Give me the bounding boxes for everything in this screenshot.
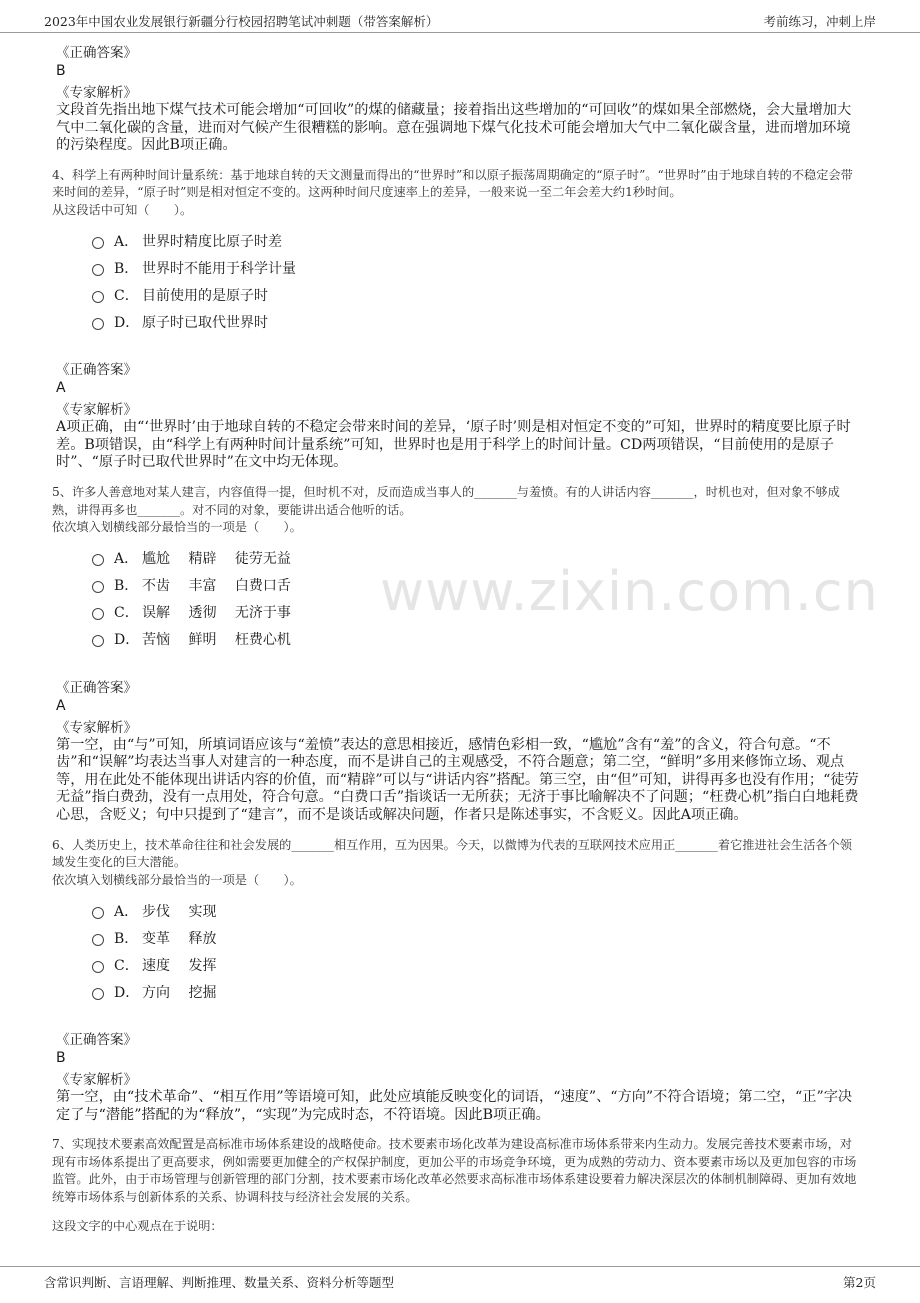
radio-icon[interactable] (92, 264, 104, 276)
correct-answer-label: 《正确答案》 (56, 362, 137, 379)
correct-answer-value: B (56, 1050, 66, 1067)
correct-answer-label: 《正确答案》 (56, 45, 137, 61)
header-slogan: 考前练习，冲刺上岸 (763, 14, 876, 29)
watermark: www.zixin.com.cn (380, 560, 879, 623)
correct-answer-value: B (56, 63, 66, 79)
question-stem: 6、人类历史上，技术革命往往和社会发展的_______相互作用，互为因果。今天，以微博为代表的互联网技术应用正_______着它推进社会生活各个领域发生变化的巨大潜能。 (52, 837, 852, 870)
question-prompt: 依次填入划横线部分最恰当的一项是（ ）。 (52, 872, 302, 887)
expert-analysis-text: A项正确，由“‘世界时’由于地球自转的不稳定会带来时间的差异，‘原子时’则是相对恒定不变的”可知，世界时的精度要比原子时差。B项错误，由“科学上有两种时间计量系统”可知，世界时也是用于科学上的时间计量。CD两项错误，“目前使用的是原子时”、“原子时已取代世界时”在文中均无体现。 (56, 419, 851, 471)
correct-answer-label: 《正确答案》 (56, 1032, 137, 1049)
radio-icon[interactable] (92, 988, 104, 1000)
radio-icon[interactable] (92, 608, 104, 620)
correct-answer-value: A (56, 380, 66, 397)
option-d[interactable]: D． 方向 挖掘 (92, 978, 864, 1005)
radio-icon[interactable] (92, 635, 104, 647)
question-6 (52, 837, 864, 1125)
radio-icon[interactable] (92, 934, 104, 946)
option-c[interactable]: C． 速度 发挥 (92, 951, 864, 978)
correct-answer-label: 《正确答案》 (56, 679, 137, 696)
expert-analysis-label: 《专家解析》 (56, 1072, 137, 1089)
expert-analysis-label: 《专家解析》 (56, 402, 137, 419)
option-list (92, 545, 864, 653)
expert-analysis-text: 文段首先指出地下煤气技术可能会增加“可回收”的煤的储藏量；接着指出这些增加的“可回收”的煤如果全部燃烧，会大量增加大气中二氧化碳的含量，进而对气候产生很糟糕的影响。意在强调地下煤气化技术可能会增加大气中二氧化碳含量，进而增加环境的污染程度。因此B项正确。 (56, 102, 852, 154)
correct-answer-value: A (56, 697, 66, 714)
option-d[interactable]: D． 苦恼 鲜明 枉费心机 (92, 626, 864, 653)
option-b[interactable]: B． 不齿 丰富 白费口舌 (92, 572, 864, 599)
question-prompt: 这段文字的中心观点在于说明： (52, 1219, 223, 1234)
question-stem: 5、许多人善意地对某人建言，内容值得一提，但时机不对，反而造成当事人的_______与羞愤。有的人讲话内容_______，时机也对，但对象不够成熟，讲得再多也_______。对不同的对象，要能讲出适合他听的话。 (52, 485, 840, 517)
option-a[interactable]: A． 步伐 实现 (92, 897, 864, 924)
option-a[interactable]: A． 世界时精度比原子时差 (92, 227, 864, 254)
expert-analysis-text: 第一空，由“与”可知，所填词语应该与“羞愤”表达的意思相接近，感情色彩相一致，“尴尬”含有“羞”的含义，符合句意。“不齿”和“误解”均表达当事人对建言的一种态度，而不是讲自己的主观感受，不符合题意；第二空，“鲜明”多用来修饰立场、观点等，用在此处不能体现出讲话内容的价值，而“精辟”可以与“讲话内容”搭配。第三空，由“但”可知，讲得再多也没有作用；“徒劳无益”指白费劲，没有一点用处，符合句意。“白费口舌”指谈话一无所获；无济于事比喻解决不了问题；“枉费心机”指白白地耗费心思，含贬义；句中只提到了“建言”，而不是谈话或解决问题，作者只是陈述事实，不含贬义。因此A项正确。 (56, 736, 859, 823)
page-number: 第2页 (843, 1275, 876, 1290)
document-body (52, 44, 864, 1236)
option-d[interactable]: D． 原子时已取代世界时 (92, 308, 864, 335)
page-footer (0, 1266, 920, 1303)
radio-icon[interactable] (92, 554, 104, 566)
question-prompt: 从这段话中可知（ ）。 (52, 202, 193, 217)
question-prompt: 依次填入划横线部分最恰当的一项是（ ）。 (52, 520, 302, 535)
expert-analysis-text: 第一空，由“技术革命”、“相互作用”等语境可知，此处应填能反映变化的词语，“速度”、“方向”不符合语境；第二空，“正”字决定了与“潜能”搭配的为“释放”，“实现”为完成时态，不符语境。因此B项正确。 (56, 1089, 853, 1123)
option-list (92, 227, 864, 335)
option-c[interactable]: C． 误解 透彻 无济于事 (92, 599, 864, 626)
question-stem: 7、实现技术要素高效配置是高标准市场体系建设的战略使命。技术要素市场化改革为建设高标准市场体系带来内生动力。发展完善技术要素市场，对现有市场体系提出了更高要求，例如需要更加健全的产权保护制度，更加公平的市场竞争环境，更为成熟的劳动力、资本要素市场以及更加包容的市场监管。此外，由于市场管理与创新管理的部门分割，技术要素市场化改革必然要求高标准市场体系建设要着力解决深层次的体制机制障碍、更加有效地统筹市场体系与创新体系的关系、协调科技与经济社会发展的关系。 (52, 1137, 857, 1204)
radio-icon[interactable] (92, 237, 104, 249)
option-b[interactable]: B． 世界时不能用于科学计量 (92, 254, 864, 281)
option-b[interactable]: B． 变革 释放 (92, 924, 864, 951)
radio-icon[interactable] (92, 318, 104, 330)
question-5 (52, 484, 864, 824)
question-stem: 4、科学上有两种时间计量系统：基于地球自转的天文测量而得出的“世界时”和以原子振荡周期确定的“原子时”。“世界时”由于地球自转的不稳定会带来时间的差异，“原子时”则是相对恒定不变的。这两种时间尺度速率上的差异，一般来说一至二年会差大约1秒时间。 (52, 167, 853, 200)
question-7 (52, 1136, 864, 1236)
expert-analysis-label: 《专家解析》 (56, 85, 137, 101)
question-4 (52, 167, 864, 472)
option-list (92, 897, 864, 1005)
option-a[interactable]: A． 尴尬 精辟 徒劳无益 (92, 545, 864, 572)
radio-icon[interactable] (92, 291, 104, 303)
radio-icon[interactable] (92, 907, 104, 919)
footer-categories: 含常识判断、言语理解、判断推理、数量关系、资料分析等题型 (44, 1275, 395, 1290)
document-title: 2023年中国农业发展银行新疆分行校园招聘笔试冲刺题（带答案解析） (44, 14, 439, 29)
radio-icon[interactable] (92, 581, 104, 593)
expert-analysis-label: 《专家解析》 (56, 719, 137, 736)
question-3-answer (56, 44, 864, 155)
option-c[interactable]: C． 目前使用的是原子时 (92, 281, 864, 308)
radio-icon[interactable] (92, 961, 104, 973)
page-header (0, 0, 920, 33)
